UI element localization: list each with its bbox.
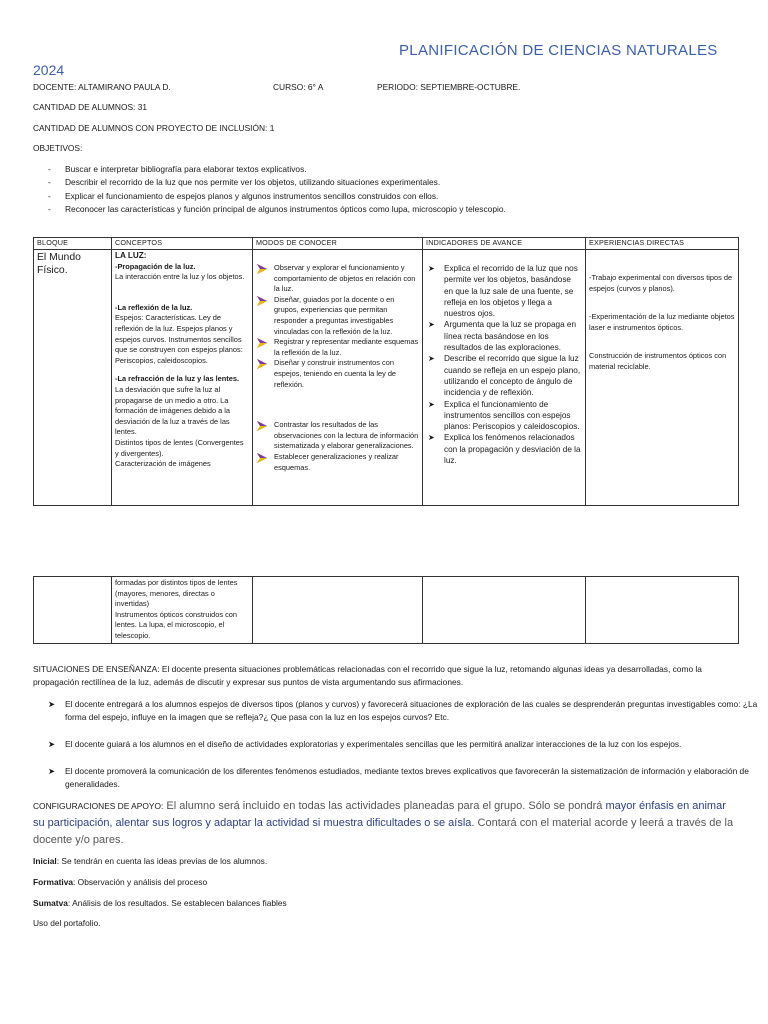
arrowhead-icon: ➤: [48, 699, 56, 709]
experiencias-cell-cont: [586, 577, 739, 644]
concepto-text: La interacción entre la luz y los objetos.: [115, 272, 245, 282]
arrow-marker-icon: [257, 264, 267, 274]
document-title: PLANIFICACIÓN DE CIENCIAS NATURALES: [399, 42, 718, 59]
docente-line: DOCENTE: ALTAMIRANO PAULA D.: [33, 82, 171, 92]
arrowhead-icon: ➤: [48, 766, 56, 776]
concepto-text: Espejos: Características. Ley de reflexión de la luz. Espejos planos y espejos curvos. Instrumentos sencillos que se construyen con espejos planos: Periscopios, caleidoscopios.: [115, 313, 243, 365]
indicador-item: ➤ Argumenta que la luz se propaga en línea recta basándose en los resultados de las exploraciones.: [428, 320, 576, 353]
arrowhead-icon: ➤: [428, 399, 435, 409]
situacion-item: ➤ El docente entregará a los alumnos espejos de diversos tipos (planos y curvos) y favorecerá situaciones de exploración de las cuales se desprenderán preguntas investigables como: ¿La forma del espejo, influye en la imagen que se refleja?¿ Que pasa con la luz en los espejos curvos? Etc.: [48, 699, 758, 723]
indicador-item: ➤ Explica el funcionamiento de instrumentos sencillos con espejos planos: Periscopios y caleidoscopios.: [428, 399, 580, 432]
eval-sumativa: Sumatva: Análisis de los resultados. Se establecen balances fiables: [33, 898, 287, 908]
cantidad-alumnos: CANTIDAD DE ALUMNOS: 31: [33, 102, 148, 112]
eval-formativa: Formativa: Observación y análisis del proceso: [33, 877, 208, 887]
modos-cell: [253, 250, 423, 506]
modo-item: Observar y explorar el funcionamiento y comportamiento de objetos en relación con la luz.: [256, 263, 419, 295]
indicador-item: ➤ Describe el recorrido que sigue la luz cuando se refleja en un espejo plano, utilizando el concepto de ángulo de incidencia y de reflexión.: [428, 354, 581, 398]
configuraciones-apoyo: [33, 798, 738, 849]
objetivo-item: - Describir el recorrido de la luz que nos permite ver los objetos, utilizando situaciones experimentales.: [48, 176, 748, 189]
configuraciones-text: . Contará con el material acorde y leerá a través de la docente y/o pares.: [33, 817, 734, 846]
header-experiencias: EXPERIENCIAS DIRECTAS: [586, 238, 739, 250]
eval-inicial: Inicial: Se tendrán en cuenta las ideas previas de los alumnos.: [33, 856, 268, 866]
modo-item: Diseñar, guiados por la docente o en grupos, experiencias que permitan responder a preguntas investigables vinculadas con la reflexión de la luz.: [256, 295, 419, 337]
experiencias-cell: [586, 250, 739, 506]
modo-item: Diseñar y construir instrumentos con espejos, teniendo en cuenta la ley de reflexión.: [256, 358, 419, 390]
bloque-cell-cont: [34, 577, 112, 644]
arrow-marker-icon: [257, 338, 267, 348]
objetivo-item: - Explicar el funcionamiento de espejos planos y algunos instrumentos sencillos construidos con ellos.: [48, 190, 748, 203]
concepto-text: Instrumentos ópticos construidos con lentes. La lupa, el microscopio, el telescopio.: [115, 609, 238, 640]
concepto-text: formadas por distintos tipos de lentes (mayores, menores, directas o invertidas): [115, 578, 238, 609]
arrowhead-icon: ➤: [428, 433, 435, 443]
indicador-item: ➤ Explica el recorrido de la luz que nos permite ver los objetos, basándose en que la luz sale de una fuente, se refleja en los objetos y llega a nuestros ojos.: [428, 264, 578, 319]
objetivos-list: [48, 163, 748, 216]
modo-item: Registrar y representar mediante esquemas la reflexión de la luz.: [256, 337, 419, 358]
eval-portafolio: Uso del portafolio.: [33, 918, 101, 928]
configuraciones-emphasis: mayor énfasis en animar su participación, alentar sus logros y adaptar la actividad si muestra dificultades o se aísla: [33, 800, 726, 829]
experiencia-item: -Experimentación de la luz mediante objetos laser e instrumentos ópticos.: [589, 312, 735, 332]
header-bloque: BLOQUE: [34, 238, 112, 250]
arrow-marker-icon: [257, 453, 267, 463]
document-year: 2024: [33, 62, 65, 78]
planning-table: [33, 237, 739, 506]
modo-item: Contrastar los resultados de las observaciones con la lectura de información sistematizada y elaborar generalizaciones.: [256, 420, 419, 452]
concepto-title: -Propagación de la luz.: [115, 261, 196, 271]
configuraciones-label: CONFIGURACIONES DE APOYO:: [33, 801, 164, 811]
planning-table-continued: [33, 576, 739, 644]
periodo-line: PERIODO: SEPTIEMBRE-OCTUBRE.: [377, 82, 521, 92]
situacion-item: ➤ El docente promoverá la comunicación de los diferentes fenómenos estudiados, mediante textos breves explicativos que favorecerán la sistematización de información y elaboración de generalidades.: [48, 766, 749, 790]
modo-item: Establecer generalizaciones y realizar esquemas.: [256, 452, 419, 473]
experiencia-item: Construcción de instrumentos ópticos con material reciclable.: [589, 351, 727, 371]
conceptos-cell: [112, 250, 253, 506]
configuraciones-text: El alumno será incluido en todas las actividades planeadas para el grupo. Sólo se pondrá: [163, 800, 606, 812]
arrowhead-icon: ➤: [48, 739, 56, 749]
bloque-cell: [34, 250, 112, 506]
concepto-title: -La refracción de la luz y las lentes.: [115, 374, 240, 384]
concepto-text: Distintos tipos de lentes (Convergentes y divergentes).: [115, 437, 244, 458]
cantidad-inclusion: CANTIDAD DE ALUMNOS CON PROYECTO DE INCLUSIÓN: 1: [33, 123, 275, 133]
modos-cell-cont: [253, 577, 423, 644]
indicadores-cell: [423, 250, 586, 506]
curso-line: CURSO: 6° A: [273, 82, 324, 92]
arrow-marker-icon: [257, 421, 267, 431]
header-indicadores: INDICADORES DE AVANCE: [423, 238, 586, 250]
situaciones-intro: SITUACIONES DE ENSEÑANZA: El docente presenta situaciones problemáticas relacionadas con el recorrido que sigue la luz, retomando algunas ideas ya desarrolladas, como la propagación rectilínea de la luz, además de discutir y expresar sus puntos de vista argumentando sus afirmaciones.: [33, 664, 702, 688]
indicadores-cell-cont: [423, 577, 586, 644]
header-modos: MODOS DE CONOCER: [253, 238, 423, 250]
header-conceptos: CONCEPTOS: [112, 238, 253, 250]
concepto-title: -La reflexión de la luz.: [115, 302, 193, 312]
indicador-item: ➤ Explica los fenómenos relacionados con la propagación y desviación de la luz.: [428, 433, 581, 466]
objetivo-item: - Reconocer las características y función principal de algunos instrumentos ópticos como lupa, microscopio y telescopio.: [48, 203, 748, 216]
arrowhead-icon: ➤: [428, 320, 435, 330]
situacion-item: ➤ El docente guiará a los alumnos en el diseño de actividades exploratorias y experimentales sencillas que les permitirá analizar interacciones de la luz con los espejos.: [48, 738, 760, 751]
objetivos-label: OBJETIVOS:: [33, 143, 83, 153]
arrowhead-icon: ➤: [428, 264, 435, 273]
conceptos-heading: LA LUZ:: [115, 251, 147, 260]
arrow-marker-icon: [257, 296, 267, 306]
concepto-text: La desviación que sufre la luz al propagarse de un medio a otro. La formación de imágenes debido a la desviación de la luz a través de las lentes.: [115, 384, 231, 437]
bloque-text: El Mundo Físico.: [37, 252, 81, 276]
objetivo-item: - Buscar e interpretar bibliografía para elaborar textos explicativos.: [48, 163, 748, 176]
arrowhead-icon: ➤: [428, 354, 435, 364]
concepto-text: Caracterización de imágenes: [115, 459, 211, 469]
conceptos-cell-cont: [112, 577, 253, 644]
arrow-marker-icon: [257, 359, 267, 369]
experiencia-item: -Trabajo experimental con diversos tipos de espejos (curvos y planos).: [589, 273, 733, 293]
